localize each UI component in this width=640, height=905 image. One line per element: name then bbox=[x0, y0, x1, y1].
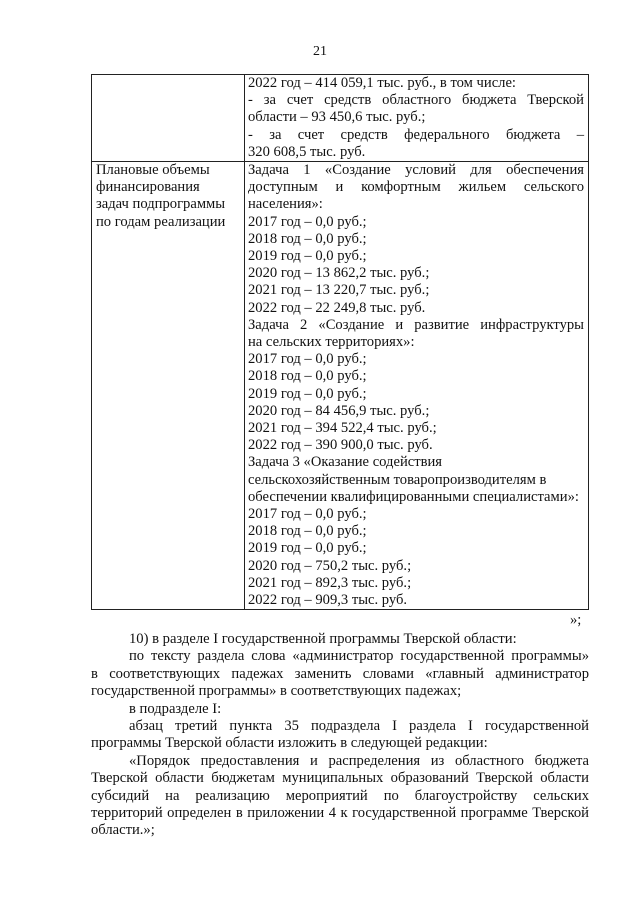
text-line: - за счет средств областного бюджета Тверской bbox=[248, 92, 584, 109]
task-title-line: Задача 3 «Оказание содействия bbox=[248, 454, 443, 471]
table-row-tasks-funding bbox=[92, 162, 589, 610]
paragraph-line: Тверской области бюджетам муниципальных образований Тверской области bbox=[91, 770, 589, 787]
task-title-line: обеспечении квалифицированными специалистами»: bbox=[248, 488, 579, 505]
label-line: финансирования bbox=[96, 179, 200, 196]
paragraph-line: программы Тверской области изложить в следующей редакции: bbox=[91, 735, 488, 752]
year-amount-line: 2019 год – 0,0 руб.; bbox=[248, 248, 367, 265]
year-amount-line: 2022 год – 390 900,0 тыс. руб. bbox=[248, 437, 433, 454]
paragraph-line: субсидий на реализацию мероприятий по благоустройству сельских bbox=[91, 787, 589, 804]
paragraph-line: в соответствующих падежах заменить словами «главный администратор bbox=[91, 665, 589, 682]
paragraph-line: абзац третий пункта 35 подраздела I раздела I государственной bbox=[129, 718, 589, 735]
task-title-line: населения»: bbox=[248, 196, 323, 213]
page-number: 21 bbox=[313, 44, 327, 59]
label-line: Плановые объемы bbox=[96, 162, 210, 179]
table-row-funding-total bbox=[92, 75, 589, 162]
table-cell-empty bbox=[92, 75, 245, 162]
year-amount-line: 2021 год – 892,3 тыс. руб.; bbox=[248, 574, 412, 591]
task-title-line: Задача 1 «Создание условий для обеспечения bbox=[248, 162, 584, 179]
year-amount-line: 2018 год – 0,0 руб.; bbox=[248, 368, 367, 385]
table-cell-label bbox=[92, 162, 245, 610]
amendment-text bbox=[91, 631, 589, 840]
year-amount-line: 2022 год – 909,3 тыс. руб. bbox=[248, 592, 408, 609]
text-line: 320 608,5 тыс. руб. bbox=[248, 143, 366, 160]
program-passport-table bbox=[91, 74, 589, 610]
closing-quote: »; bbox=[570, 612, 582, 628]
year-amount-line: 2022 год – 22 249,8 тыс. руб. bbox=[248, 299, 426, 316]
paragraph-line: «Порядок предоставления и распределения из областного бюджета bbox=[129, 752, 589, 769]
paragraph-line: государственной программы» в соответствующих падежах; bbox=[91, 683, 462, 700]
task-title-line: Задача 2 «Создание и развитие инфраструктуры bbox=[248, 316, 584, 333]
year-amount-line: 2021 год – 394 522,4 тыс. руб.; bbox=[248, 420, 437, 437]
year-amount-line: 2017 год – 0,0 руб.; bbox=[248, 213, 367, 230]
table-cell-tasks bbox=[245, 162, 589, 610]
text-line: - за счет средств федерального бюджета – bbox=[248, 126, 584, 143]
table-cell-funding-total bbox=[245, 75, 589, 162]
label-line: задач подпрограммы bbox=[96, 196, 226, 213]
year-amount-line: 2020 год – 84 456,9 тыс. руб.; bbox=[248, 402, 430, 419]
task-title-line: доступным и комфортным жильем сельского bbox=[248, 179, 584, 196]
paragraph-line: территорий определен в приложении 4 к государственной программе Тверской bbox=[91, 805, 589, 822]
paragraph-line: по тексту раздела слова «администратор государственной программы» bbox=[129, 648, 589, 665]
year-amount-line: 2020 год – 13 862,2 тыс. руб.; bbox=[248, 265, 430, 282]
year-amount-line: 2017 год – 0,0 руб.; bbox=[248, 506, 367, 523]
paragraph-line: в подразделе I: bbox=[129, 700, 222, 717]
text-line: области – 93 450,6 тыс. руб.; bbox=[248, 109, 426, 126]
label-line: по годам реализации bbox=[96, 213, 226, 230]
year-amount-line: 2017 год – 0,0 руб.; bbox=[248, 351, 367, 368]
year-amount-line: 2021 год – 13 220,7 тыс. руб.; bbox=[248, 282, 430, 299]
year-amount-line: 2018 год – 0,0 руб.; bbox=[248, 230, 367, 247]
paragraph-line: 10) в разделе I государственной программы Тверской области: bbox=[129, 631, 517, 647]
text-line: 2022 год – 414 059,1 тыс. руб., в том числе: bbox=[248, 75, 516, 91]
task-title-line: сельскохозяйственным товаропроизводителям в bbox=[248, 471, 547, 488]
task-title-line: на сельских территориях»: bbox=[248, 334, 415, 351]
paragraph-line: области.»; bbox=[91, 822, 155, 839]
year-amount-line: 2019 год – 0,0 руб.; bbox=[248, 540, 367, 557]
year-amount-line: 2020 год – 750,2 тыс. руб.; bbox=[248, 557, 412, 574]
year-amount-line: 2019 год – 0,0 руб.; bbox=[248, 385, 367, 402]
year-amount-line: 2018 год – 0,0 руб.; bbox=[248, 523, 367, 540]
